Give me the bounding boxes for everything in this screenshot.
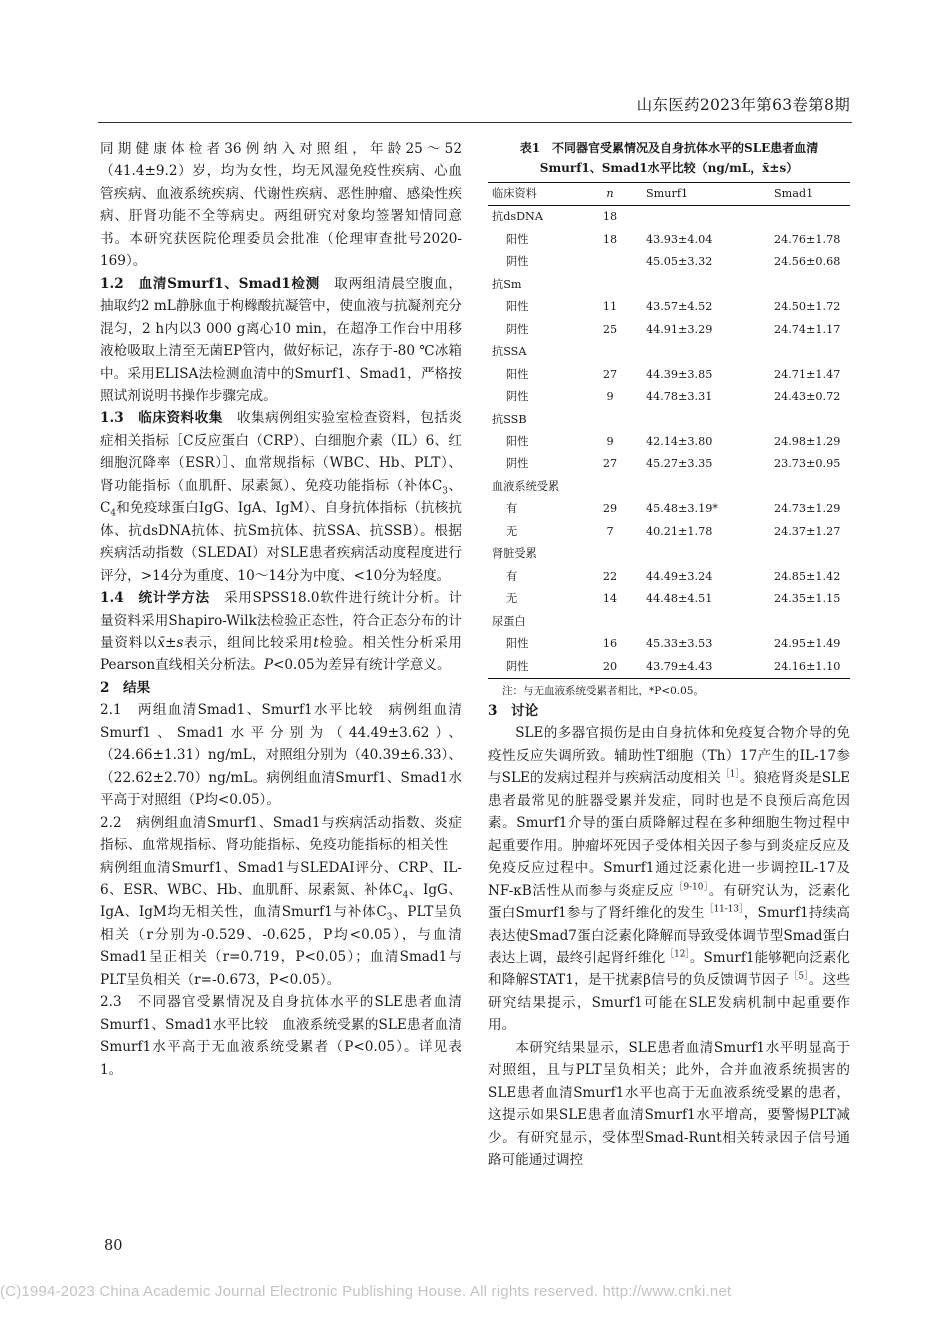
cell-smurf1: 44.78±3.31	[646, 390, 713, 404]
cell-label: 阳性	[506, 637, 529, 651]
cell-label: 抗SSA	[492, 345, 527, 359]
cell-label: 有	[506, 502, 518, 516]
discussion-text-1d: ，Smurf1持续高表达使Smad7蛋白泛素化降解而导致受体调节型Smad蛋白表达上调，最终引起肾纤维化	[488, 905, 850, 966]
cell-label: 抗SSB	[492, 412, 527, 426]
cell-label: 阴性	[506, 322, 529, 336]
column-header-n-text: n	[606, 187, 614, 200]
right-column	[488, 138, 850, 1171]
mean-symbol: x̄	[157, 634, 166, 651]
section-1-3-heading: 1.3 临床资料收集	[100, 410, 223, 427]
journal-header: 山东医药2023年第63卷第8期	[636, 96, 850, 114]
section-1-3-body-a: 收集病例组实验室检查资料，包括炎症相关指标［C反应蛋白（CRP）、白细胞介素（IL）6、红细胞沉降率（ESR）］、血常规指标（WBC、Hb、PLT）、肾功能指标（血肌酐、尿素氮）、免疫功能指标（补体C	[100, 410, 462, 494]
column-header-smurf1: Smurf1	[628, 183, 756, 206]
cell-smad1: 24.50±1.72	[774, 300, 841, 314]
section-1-2-heading: 1.2 血清Smurf1、Smad1检测	[100, 275, 320, 292]
cell-smad1: 24.95±1.49	[774, 637, 841, 651]
cell-n: 18	[602, 210, 618, 224]
cell-n: 14	[602, 592, 618, 606]
cell-label: 血液系统受累	[492, 479, 560, 493]
discussion-text-1e: 。Smurf1能够靶向泛素化和降解STAT1，是干扰素β信号的负反馈调节因子	[488, 949, 850, 989]
table-group-row	[488, 341, 850, 363]
cell-smurf1: 44.91±3.29	[646, 322, 713, 336]
cell-label: 抗Sm	[492, 277, 522, 291]
cell-label: 肾脏受累	[492, 547, 537, 561]
cell-smurf1: 40.21±1.78	[646, 524, 713, 538]
table-row	[488, 364, 850, 386]
sd-symbol: s	[176, 634, 184, 651]
header-rule	[98, 122, 852, 123]
table-note: 注：与无血液系统受累者相比，*P<0.05。	[502, 684, 704, 697]
section-2-3	[100, 991, 462, 1081]
cell-smurf1: 44.39±3.85	[646, 367, 713, 381]
cell-n: 9	[606, 434, 614, 448]
discussion-text-1f: 。这些研究结果提示，Smurf1可能在SLE发病机制中起重要作用。	[488, 972, 850, 1034]
column-header-clinical: 临床资料	[488, 183, 592, 206]
cell-label: 有	[506, 569, 518, 583]
cell-label: 无	[506, 592, 518, 606]
cell-smad1	[756, 274, 850, 296]
cell-smurf1: 43.93±4.04	[646, 232, 713, 246]
table-title-line-2: Smurf1、Smad1水平比较（ng/mL，x̄±s）	[539, 161, 799, 175]
table-row	[488, 251, 850, 273]
cell-smad1	[756, 206, 850, 229]
cell-smurf1: 42.14±3.80	[646, 434, 713, 448]
plus-minus: ±	[165, 634, 177, 651]
cell-smad1: 24.98±1.29	[774, 434, 841, 448]
reference: ［5］	[789, 971, 809, 982]
cell-smurf1: 44.49±3.24	[646, 569, 713, 583]
section-1-3-body-b: 、C	[100, 477, 463, 517]
t-symbol: t	[313, 634, 319, 651]
subscript: 3	[386, 913, 393, 924]
left-column	[100, 138, 462, 1081]
cell-label: 阴性	[488, 656, 592, 679]
cell-n: 20	[592, 656, 628, 679]
discussion-text-1: SLE的多器官损伤是由自身抗体和免疫复合物介导的免疫性反应失调所致。辅助性T细胞（Th）17产生的IL-17参与SLE的发病过程并与疾病活动度相关	[488, 725, 850, 787]
cell-smurf1: 45.33±3.53	[646, 637, 713, 651]
cell-smad1	[756, 611, 850, 633]
cell-n	[592, 476, 628, 498]
section-1-3	[100, 407, 462, 587]
cell-n: 22	[602, 569, 618, 583]
table-row	[488, 521, 850, 543]
table-group-row	[488, 409, 850, 431]
cell-smurf1: 44.48±4.51	[646, 592, 713, 606]
cell-smad1: 24.56±0.68	[774, 255, 841, 269]
section-1-2	[100, 273, 462, 408]
section-2-3-body: 血液系统受累的SLE患者血清Smurf1水平高于无血液系统受累者（P<0.05）。详见表1。	[100, 1016, 463, 1078]
discussion-text-1b: 。狼疮肾炎是SLE患者最常见的脏器受累并发症，同时也是不良预后高危因素。Smurf1介导的蛋白质降解过程在多种细胞生物过程中起重要作用。肿瘤坏死因子受体相关因子参与到炎症反应及免疫反应过程中。Smurf1通过泛素化进一步调控IL-17及NF-κB活性从而参与炎症反应	[488, 770, 851, 899]
cell-n: 29	[602, 502, 618, 516]
table-group-row	[488, 611, 850, 633]
section-2-1-body: 病例组血清Smurf1、Smad1水平分别为（44.49±3.62）、（24.66±1.31）ng/mL，对照组分别为（40.39±6.33）、（22.62±2.70）ng/mL。病例组血清Smurf1、Smad1水平高于对照组（P均<0.05）。	[100, 702, 463, 809]
cell-smurf1	[628, 206, 756, 229]
section-1-4-body-d: 检验。相关性分析采用Pearson直线相关分析法。	[100, 634, 463, 674]
table-title	[488, 138, 850, 178]
cell-smurf1: 43.57±4.52	[646, 300, 713, 314]
table-row	[488, 633, 850, 655]
cell-smurf1: 45.48±3.19*	[646, 502, 718, 516]
reference: ［9-10］	[674, 882, 709, 893]
cell-label: 无	[506, 524, 518, 538]
subscript: 4	[402, 890, 409, 901]
table-row	[488, 588, 850, 610]
cell-smad1	[756, 341, 850, 363]
cell-smad1: 24.76±1.78	[774, 232, 841, 246]
cell-smad1	[756, 409, 850, 431]
copyright-footer: (C)1994-2023 China Academic Journal Electronic Publishing House. All rights reserved. http://www.cnki.net	[0, 1283, 732, 1300]
cell-n	[592, 611, 628, 633]
cell-smurf1	[628, 409, 756, 431]
cell-smurf1	[628, 476, 756, 498]
subscript: 3	[442, 486, 448, 497]
table-row	[488, 453, 850, 475]
table-row	[488, 229, 850, 251]
cell-smad1: 24.43±0.72	[774, 390, 841, 404]
section-2-2-body-a: 病例组血清Smurf1、Smad1与SLEDAI评分、CRP、IL-6、ESR、WBC、Hb、血肌酐、尿素氮、补体C	[100, 837, 462, 898]
cell-n: 16	[602, 637, 618, 651]
section-2-2-heading: 2.2 病例组血清Smurf1、Smad1与疾病活动指数、炎症指标、血常规指标、肾功能指标、免疫功能指标的相关性	[100, 814, 462, 854]
cell-smurf1: 45.05±3.32	[646, 255, 713, 269]
cell-smurf1	[628, 341, 756, 363]
cell-n	[592, 274, 628, 296]
table-group-row	[488, 274, 850, 296]
cell-n: 7	[606, 524, 614, 538]
section-1-4	[100, 587, 462, 677]
section-2-1-heading: 2.1 两组血清Smad1、Smurf1水平比较	[100, 702, 374, 719]
table-group-row	[488, 543, 850, 565]
cell-smurf1: 43.79±4.43	[628, 656, 756, 679]
table-group-row	[488, 206, 850, 229]
table-header-row	[488, 183, 850, 206]
section-2-2	[100, 812, 462, 992]
column-header-smad1: Smad1	[756, 183, 850, 206]
cell-smad1	[756, 476, 850, 498]
section-1-4-heading: 1.4 统计学方法	[100, 590, 210, 607]
cell-n	[592, 409, 628, 431]
cell-smad1: 23.73±0.95	[774, 457, 841, 471]
discussion-paragraph-2: 本研究结果显示，SLE患者血清Smurf1水平明显高于对照组，且与PLT呈负相关；此外，合并血液系统损害的SLE患者血清Smurf1水平也高于无血液系统受累的患者，这提示如果SLE患者血清Smurf1水平增高，要警惕PLT减少。有研究显示，受体型Smad-Runt相关转录因子信号通路可能通过调控	[488, 1039, 850, 1169]
table-row	[488, 498, 850, 520]
cell-label: 阳性	[506, 367, 529, 381]
cell-smad1	[756, 543, 850, 565]
cell-label: 抗dsDNA	[492, 210, 543, 224]
cell-smad1: 24.16±1.10	[756, 656, 850, 679]
cell-label: 阴性	[506, 457, 529, 471]
table-row	[488, 656, 850, 679]
subscript: 4	[110, 508, 117, 519]
cell-smad1: 24.71±1.47	[774, 367, 841, 381]
section-1-3-body-c: 和免疫球蛋白IgG、IgA、IgM）、自身抗体指标（抗核抗体、抗dsDNA抗体、抗Sm抗体、抗SSA、抗SSB）。根据疾病活动指数（SLEDAI）对SLE患者疾病活动度程度进行评分，>14分为重度、10～14分为中度、<10分为轻度。	[100, 500, 462, 584]
reference: ［11-13］	[704, 904, 744, 915]
cell-n: 11	[602, 300, 618, 314]
cell-label: 阴性	[506, 255, 529, 269]
cell-label: 阴性	[506, 390, 529, 404]
cell-label: 阳性	[506, 300, 529, 314]
discussion-text-1c: 。有研究认为，泛素化蛋白Smurf1参与了肾纤维化的发生	[488, 882, 851, 922]
table-title-line-1: 表1 不同器官受累情况及自身抗体水平的SLE患者血清	[519, 141, 819, 155]
section-1-4-body-c: 表示，组间比较采用	[183, 634, 314, 651]
section-2-1	[100, 699, 462, 811]
reference: ［12］	[665, 949, 690, 960]
table-row	[488, 566, 850, 588]
cell-smad1: 24.37±1.27	[774, 524, 841, 538]
table-group-row	[488, 476, 850, 498]
cell-smad1: 24.74±1.17	[774, 322, 841, 336]
section-1-4-body-a: 采用SPSS18.0软件进行统计分析。计量资料采用Shapiro-Wilk法检验正态性，符合正态分布的计量资料以	[100, 590, 462, 651]
cell-n	[592, 543, 628, 565]
section-2-3-heading: 2.3 不同器官受累情况及自身抗体水平的SLE患者血清Smurf1、Smad1水平比较	[100, 994, 462, 1033]
cell-smurf1	[628, 274, 756, 296]
table-body	[488, 206, 850, 679]
column-header-n	[592, 183, 628, 206]
cell-n: 9	[606, 390, 614, 404]
section-2-2-body-c: 、PLT呈负相关（r分别为-0.529、-0.625，P均<0.05），与血清Smad1呈正相关（r=0.719，P<0.05）；血清Smad1与PLT呈负相关（r=-0.673，P<0.05）。	[100, 904, 462, 988]
section-2-2-body-b: 、IgG、IgA、IgM均无相关性，血清Smurf1与补体C	[100, 881, 462, 921]
cell-n: 18	[602, 232, 618, 246]
reference: ［1］	[720, 769, 740, 780]
cell-n: 27	[602, 457, 618, 471]
discussion-paragraph-1	[488, 722, 850, 1036]
p-symbol: P	[263, 657, 274, 674]
table-row	[488, 431, 850, 453]
table-row	[488, 386, 850, 408]
section-2-heading: 2 结果	[100, 679, 151, 696]
cell-label: 尿蛋白	[492, 614, 526, 628]
table-row	[488, 296, 850, 318]
cell-n: 27	[602, 367, 618, 381]
cell-smad1: 24.35±1.15	[774, 592, 841, 606]
cell-n	[592, 251, 628, 273]
cell-label: 阳性	[506, 232, 529, 246]
section-1-2-body: 取两组清晨空腹血，抽取约2 mL静脉血于枸橼酸抗凝管中，使血液与抗凝剂充分混匀，2 h内以3 000 g离心10 min，在超净工作台中用移液枪吸取上清至无菌EP管内，做好标记，冻存于-80 ℃冰箱中。采用ELISA法检测血清中的Smurf1、Smad1，严格按照试剂说明书操作步骤完成。	[100, 275, 462, 404]
section-1-4-body-e: <0.05为差异有统计学意义。	[273, 657, 451, 674]
paragraph-control-group: 同期健康体检者36例纳入对照组，年龄25～52（41.4±9.2）岁，均为女性，均无风湿免疫性疾病、心血管疾病、血液系统疾病、代谢性疾病、恶性肿瘤、感染性疾病、肝肾功能不全等病史。两组研究对象均签署知情同意书。本研究获医院伦理委员会批准（伦理审查批号2020-169）。	[100, 141, 462, 270]
table-row	[488, 319, 850, 341]
cell-smad1: 24.85±1.42	[774, 569, 841, 583]
cell-n: 25	[602, 322, 618, 336]
table-1	[488, 182, 850, 679]
cell-n	[592, 341, 628, 363]
cell-smurf1: 45.27±3.35	[646, 457, 713, 471]
cell-smurf1	[628, 543, 756, 565]
cell-smad1: 24.73±1.29	[774, 502, 841, 516]
section-3-heading: 3 讨论	[488, 702, 539, 719]
page-number: 80	[104, 1238, 123, 1254]
cell-smurf1	[628, 611, 756, 633]
cell-label: 阳性	[506, 434, 529, 448]
